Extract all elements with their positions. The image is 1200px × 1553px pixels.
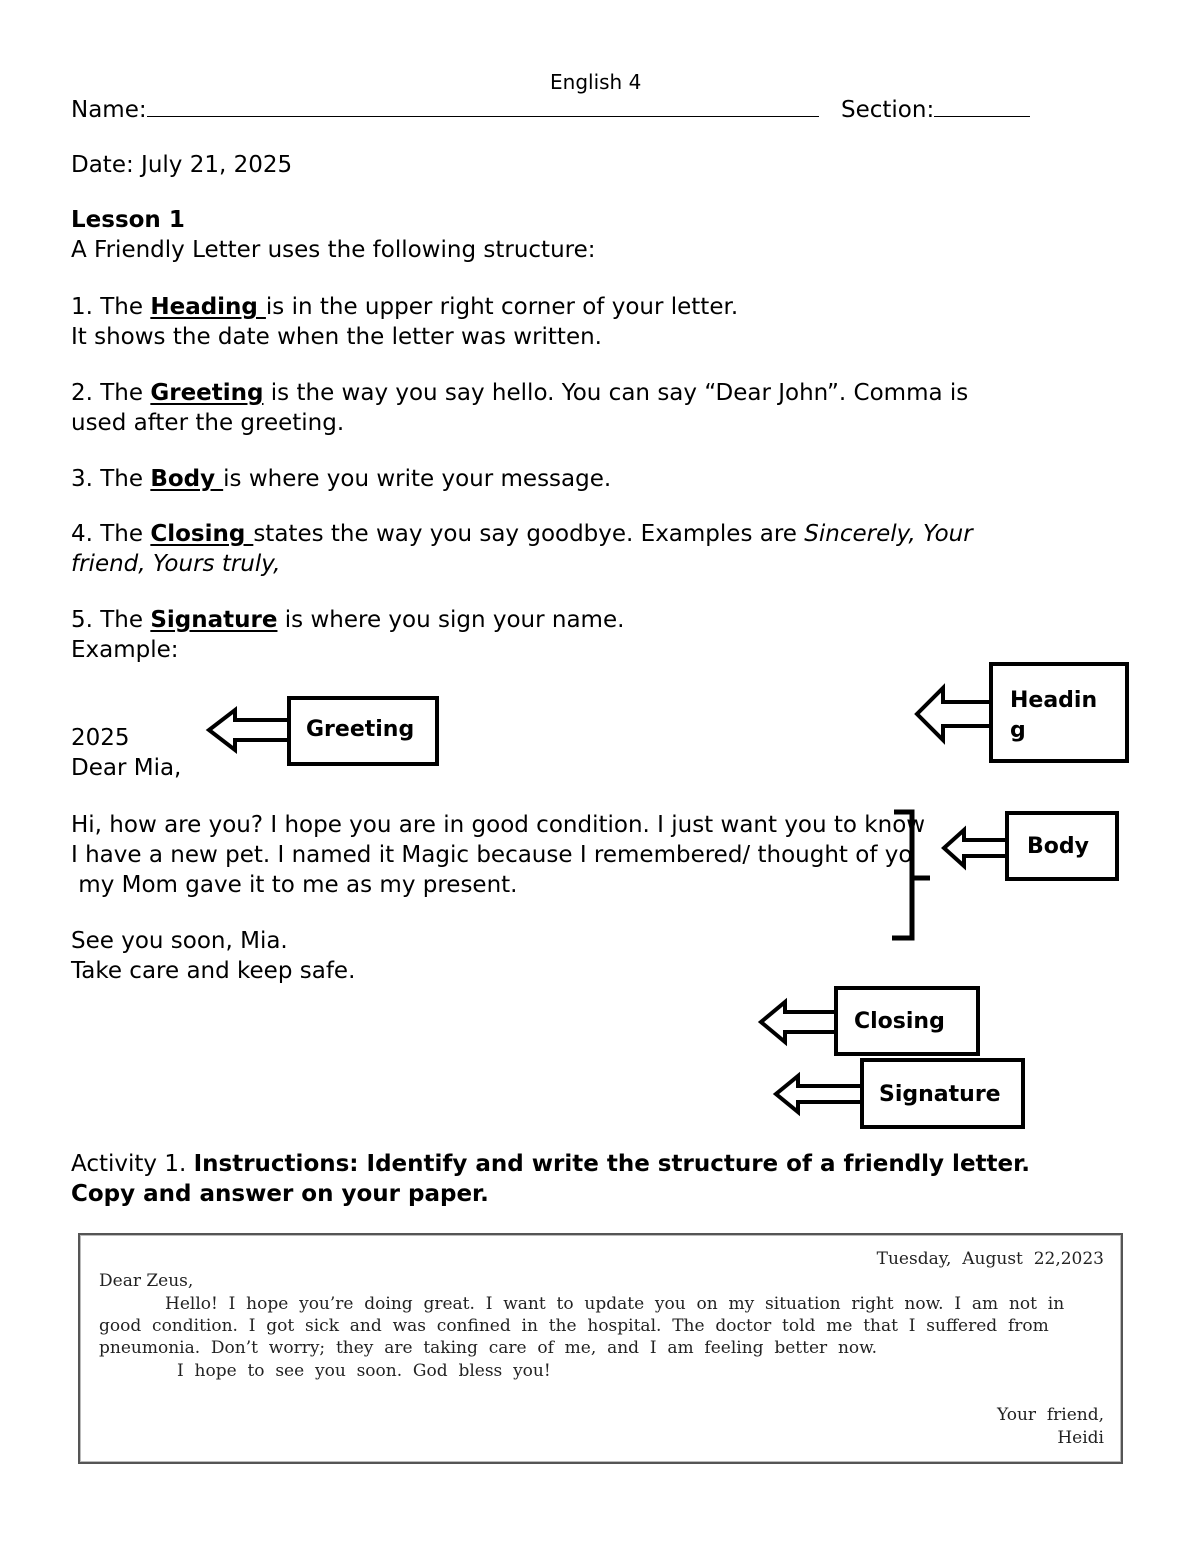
activity-instructions-line1: Instructions: Identify and write the structure of a friendly letter. <box>193 1151 1030 1177</box>
example-closing <box>71 926 355 986</box>
term-body: Body <box>150 466 224 492</box>
item-text: is where you sign your name. <box>277 607 625 633</box>
greeting-arrow-icon <box>205 706 295 754</box>
section-label: Section: <box>841 97 935 123</box>
item-number: 2. The <box>71 380 151 406</box>
closing-examples-line2: friend, Yours truly, <box>71 551 281 577</box>
activity-label: Activity 1. <box>71 1151 194 1177</box>
lesson-item-signature <box>71 605 624 665</box>
example-label: Example: <box>71 637 179 663</box>
closing-examples: Sincerely, Your <box>804 521 973 547</box>
callout-greeting <box>287 696 439 766</box>
closing-arrow-icon <box>757 998 841 1046</box>
name-field <box>71 94 819 125</box>
item-number: 4. The <box>71 521 151 547</box>
activity-letter <box>78 1233 1123 1464</box>
item-number: 3. The <box>71 466 151 492</box>
callout-heading-line1: Headin <box>1010 688 1098 713</box>
name-label: Name: <box>71 97 147 123</box>
callout-body-label: Body <box>1027 834 1089 859</box>
lesson-title: Lesson 1 <box>71 207 185 233</box>
activity-letter-greeting: Dear Zeus, <box>99 1271 194 1291</box>
activity-letter-body-line4: I hope to see you soon. God bless you! <box>177 1361 551 1381</box>
name-blank-line <box>147 94 819 117</box>
example-body <box>71 810 925 900</box>
section-blank-line <box>934 94 1030 117</box>
activity-letter-signature: Heidi <box>1057 1428 1104 1448</box>
item-text-line2: It shows the date when the letter was written. <box>71 324 602 350</box>
term-signature: Signature <box>150 607 278 633</box>
body-bracket <box>888 808 938 948</box>
item-text-line2: used after the greeting. <box>71 410 345 436</box>
example-body-line: my Mom gave it to me as my present. <box>71 872 518 898</box>
example-year: 2025 <box>71 725 130 751</box>
term-heading: Heading <box>150 294 266 320</box>
item-text: states the way you say goodbye. Examples are <box>253 521 805 547</box>
callout-signature <box>860 1058 1025 1129</box>
item-number: 1. The <box>71 294 151 320</box>
activity-letter-body-line2: good condition. I got sick and was confined in the hospital. The doctor told me that I suffered from <box>99 1316 1049 1336</box>
example-body-line: I have a new pet. I named it Magic because I remembered/ thought of yo <box>71 842 913 868</box>
item-text: is in the upper right corner of your letter. <box>265 294 739 320</box>
item-text: is where you write your message. <box>223 466 612 492</box>
signature-arrow-icon <box>772 1072 870 1116</box>
callout-body <box>1005 811 1119 881</box>
body-arrow-icon <box>940 826 1010 870</box>
callout-closing-label: Closing <box>854 1009 945 1034</box>
lesson-item-closing <box>71 519 973 579</box>
activity-letter-body-line3: pneumonia. Don’t worry; they are taking care of me, and I am feeling better now. <box>99 1338 878 1358</box>
lesson-item-heading <box>71 292 738 352</box>
example-body-line: Hi, how are you? I hope you are in good condition. I just want you to know <box>71 812 926 838</box>
subject-title: English 4 <box>550 70 642 94</box>
heading-arrow-icon <box>913 684 995 744</box>
example-closing-line: Take care and keep safe. <box>71 958 356 984</box>
activity-instructions-line2: Copy and answer on your paper. <box>71 1181 489 1207</box>
callout-signature-label: Signature <box>879 1082 1001 1107</box>
section-field <box>841 94 1030 125</box>
term-greeting: Greeting <box>150 380 264 406</box>
callout-greeting-label: Greeting <box>306 717 415 742</box>
callout-closing <box>834 986 980 1056</box>
lesson-intro: A Friendly Letter uses the following structure: <box>71 237 596 263</box>
example-greeting: Dear Mia, <box>71 755 182 781</box>
item-text: is the way you say hello. You can say “Dear John”. Comma is <box>263 380 969 406</box>
activity-letter-body-line1: Hello! I hope you’re doing great. I want to update you on my situation right now. I am not in <box>165 1294 1065 1314</box>
example-closing-line: See you soon, Mia. <box>71 928 288 954</box>
activity-instructions <box>71 1149 1030 1209</box>
activity-letter-closing: Your friend, <box>996 1405 1104 1425</box>
callout-heading <box>989 662 1129 763</box>
date-line: Date: July 21, 2025 <box>71 152 293 178</box>
item-number: 5. The <box>71 607 151 633</box>
activity-letter-date: Tuesday, August 22,2023 <box>876 1249 1104 1269</box>
lesson-item-greeting <box>71 378 968 438</box>
term-closing: Closing <box>150 521 254 547</box>
callout-heading-line2: g <box>1010 718 1026 743</box>
lesson-item-body <box>71 464 611 494</box>
